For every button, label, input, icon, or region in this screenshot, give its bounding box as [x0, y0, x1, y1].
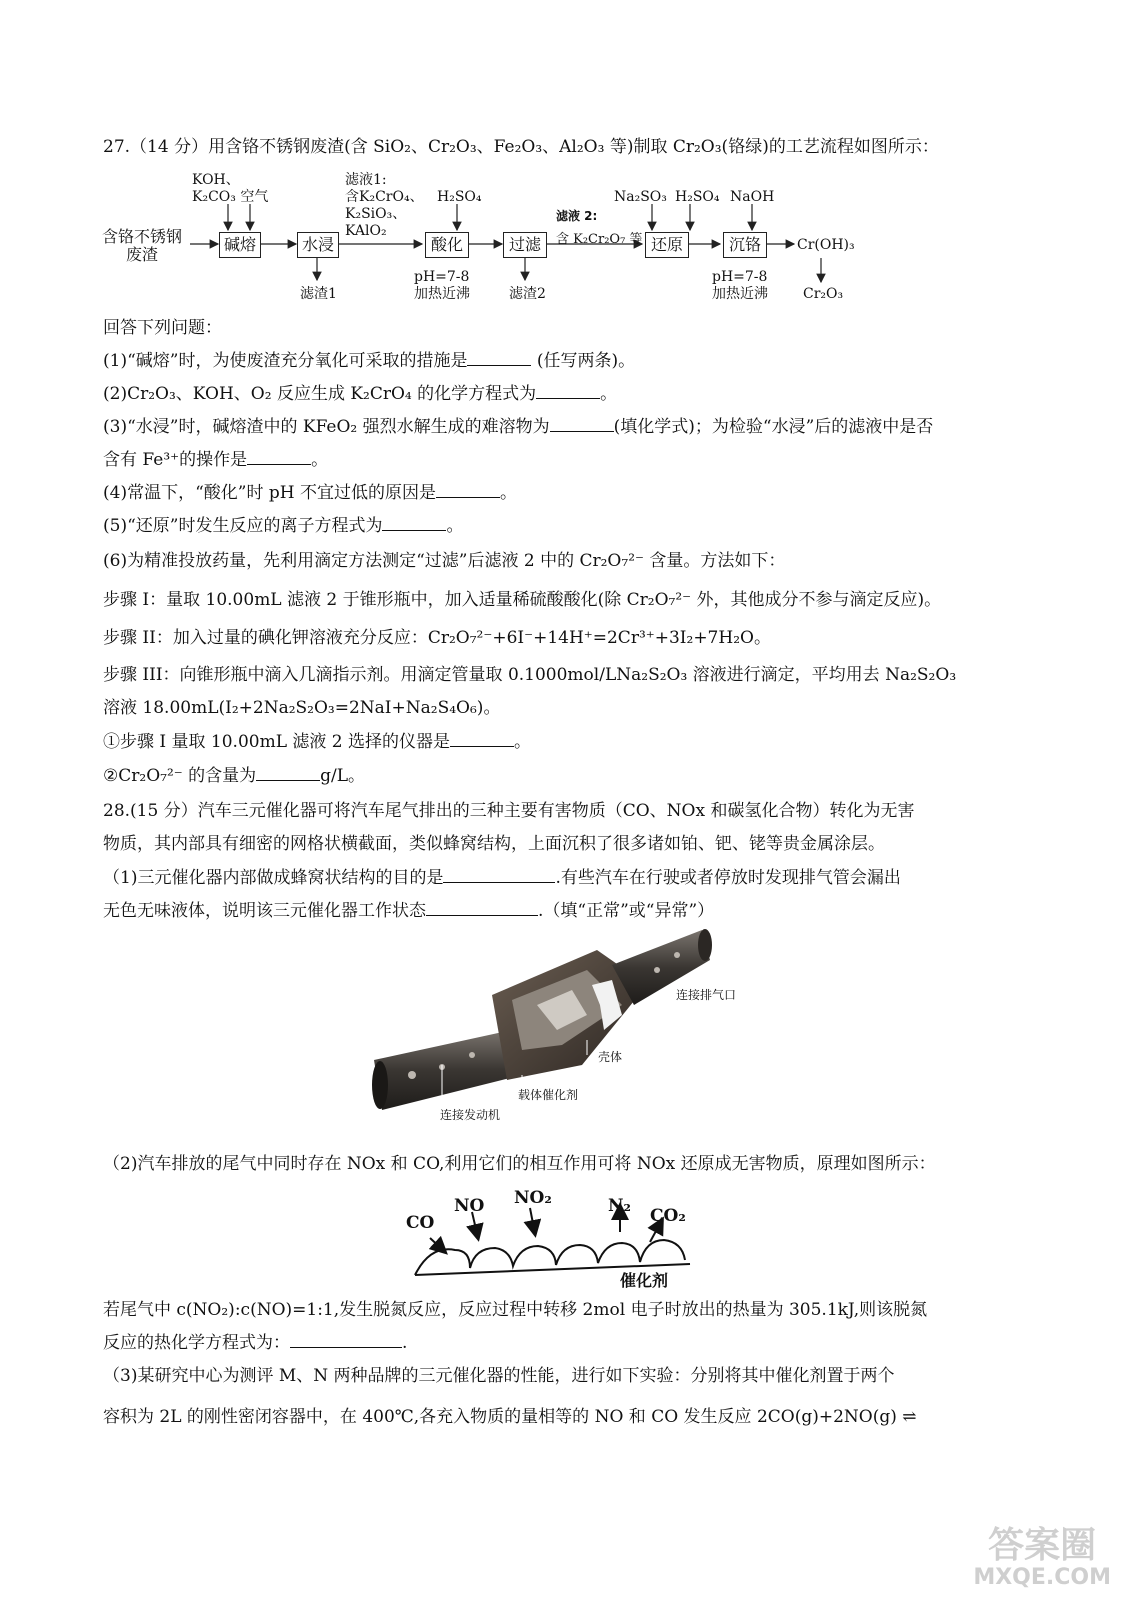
- label-n2: N₂: [608, 1196, 631, 1216]
- q28-intro-line1: 28.(15 分）汽车三元催化器可将汽车尾气排出的三种主要有害物质（CO、NOx 和碳氢化合物）转化为无害: [103, 801, 915, 821]
- label-no2: NO₂: [514, 1188, 552, 1208]
- flow-residue-2: 滤渣2: [509, 286, 546, 302]
- flow-filtrate2-body: 含 K₂Cr₂O₇ 等: [556, 232, 643, 247]
- q27-step2: 步骤 II：加入过量的碘化钾溶液充分反应：Cr₂O₇²⁻+6I⁻+14H⁺=2Cr³⁺+3I₂+7H₂O。: [103, 628, 771, 648]
- flow-filtrate2-title: 滤液 2:: [556, 209, 598, 223]
- label-co2: CO₂: [650, 1206, 686, 1226]
- answer-blank[interactable]: [450, 730, 514, 747]
- flow-box-water-leach: 水浸: [297, 232, 339, 258]
- label-exhaust-port: 连接排气口: [676, 988, 737, 1002]
- q28-part2: （2)汽车排放的尾气中同时存在 NOx 和 CO,利用它们的相互作用可将 NOx 还原成无害物质，原理如图所示：: [103, 1154, 936, 1174]
- flow-reagents-koh: KOH、: [192, 172, 240, 188]
- q28-intro-line2: 物质，其内部具有细密的网格状横截面，类似蜂窝结构，上面沉积了很多诸如铂、钯、铑等贵金属涂层。: [103, 834, 885, 854]
- flow-filtrate1-line2: K₂SiO₃、: [345, 206, 407, 222]
- flow-filtrate1-line1: 含K₂CrO₄、: [345, 189, 424, 205]
- flow-box-reduce: 还原: [645, 232, 689, 258]
- flow-reagent-h2so4-2: H₂SO₄: [675, 189, 720, 205]
- q28-part3: （3)某研究中心为测评 M、N 两种品牌的三元催化器的性能，进行如下实验：分别将其中催化剂置于两个: [103, 1366, 895, 1386]
- q27-part2: (2)Cr₂O₃、KOH、O₂ 反应生成 K₂CrO₄ 的化学方程式为 。: [103, 384, 618, 404]
- q27-part4: (4)常温下，“酸化”时 pH 不宜过低的原因是 。: [103, 483, 517, 503]
- answer-blank[interactable]: [436, 481, 500, 498]
- flow-product-cr2o3: Cr₂O₃: [803, 286, 844, 302]
- label-no: NO: [454, 1196, 485, 1216]
- q27-part3: (3)“水浸”时，碱熔渣中的 KFeO₂ 强烈水解生成的难溶物为 (填化学式)；为检验“水浸”后的滤液中是否: [103, 417, 934, 437]
- flow-filtrate1-title: 滤液1:: [345, 172, 387, 188]
- q27-step1: 步骤 I：量取 10.00mL 滤液 2 于锥形瓶中，加入适量稀硫酸酸化(除 Cr₂O₇²⁻ 外，其他成分不参与滴定反应)。: [103, 590, 942, 610]
- flow-box-precipitate: 沉铬: [723, 232, 767, 258]
- flow-box-alkali-fusion: 碱熔: [219, 232, 261, 258]
- q28-part2-equation: 反应的热化学方程式为： .: [103, 1333, 408, 1353]
- flow-reagents-k2co3-air: K₂CO₃ 空气: [192, 189, 269, 205]
- q27-step3-cont: 溶液 18.00mL(I₂+2Na₂S₂O₃=2NaI+Na₂S₄O₆)。: [103, 698, 501, 718]
- q27-part5: (5)“还原”时发生反应的离子方程式为 。: [103, 516, 464, 536]
- q28-part2-text: 若尾气中 c(NO₂):c(NO)=1:1,发生脱氮反应，反应过程中转移 2mol 电子时放出的热量为 305.1kJ,则该脱氮: [103, 1300, 928, 1320]
- flow-acidify-heat: 加热近沸: [414, 286, 470, 302]
- q27-part1: (1)“碱熔”时，为使废渣充分氧化可采取的措施是 (任写两条)。: [103, 351, 636, 371]
- flow-precip-heat: 加热近沸: [712, 286, 768, 302]
- answer-blank[interactable]: [550, 415, 614, 432]
- q28-part3-cont: 容积为 2L 的刚性密闭容器中，在 400℃,各充入物质的量相等的 NO 和 CO 发生反应 2CO(g)+2NO(g) ⇌: [103, 1407, 917, 1427]
- watermark: 答案圈 MXQE.COM: [973, 1525, 1111, 1590]
- answer-blank[interactable]: [467, 349, 531, 366]
- q27-answer-prompt: 回答下列问题：: [103, 318, 222, 338]
- flow-residue-1: 滤渣1: [300, 286, 337, 302]
- flow-product-croh3: Cr(OH)₃: [797, 237, 855, 253]
- label-shell: 壳体: [598, 1050, 623, 1064]
- q28-part1: （1)三元催化器内部做成蜂窝状结构的目的是 .有些汽车在行驶或者停放时发现排气管会漏出: [103, 868, 901, 888]
- q27-sub2: ②Cr₂O₇²⁻ 的含量为 g/L。: [103, 766, 366, 786]
- answer-blank[interactable]: [382, 514, 446, 531]
- flow-reagent-na2so3: Na₂SO₃: [614, 189, 667, 205]
- flow-reagent-h2so4-1: H₂SO₄: [437, 189, 482, 205]
- flow-box-filter: 过滤: [503, 232, 547, 258]
- q28-part1-cont: 无色无味液体，说明该三元催化器工作状态 .（填“正常”或“异常”）: [103, 901, 715, 921]
- q27-sub1: ①步骤 I 量取 10.00mL 滤液 2 选择的仪器是 。: [103, 732, 532, 752]
- answer-blank[interactable]: [443, 866, 555, 883]
- answer-blank[interactable]: [247, 448, 311, 465]
- flow-box-acidify: 酸化: [425, 232, 469, 258]
- flow-filtrate1-line3: KAlO₂: [345, 223, 387, 239]
- q27-part3-cont: 含有 Fe³⁺的操作是 。: [103, 450, 329, 470]
- answer-blank[interactable]: [290, 1331, 402, 1348]
- q27-step3: 步骤 III：向锥形瓶中滴入几滴指示剂。用滴定管量取 0.1000mol/LNa₂S₂O₃ 溶液进行滴定，平均用去 Na₂S₂O₃: [103, 665, 957, 685]
- flow-acidify-ph: pH=7-8: [414, 269, 470, 285]
- answer-blank[interactable]: [256, 764, 320, 781]
- label-catalyst: 催化剂: [620, 1271, 669, 1290]
- flow-precip-ph: pH=7-8: [712, 269, 768, 285]
- answer-blank[interactable]: [426, 899, 538, 916]
- answer-blank[interactable]: [536, 382, 600, 399]
- flow-start-label: 含铬不锈钢 废渣: [102, 227, 183, 264]
- label-carrier-catalyst: 载体催化剂: [518, 1088, 579, 1102]
- flow-reagent-naoh: NaOH: [730, 189, 775, 205]
- q27-part6: (6)为精准投放药量，先利用滴定方法测定“过滤”后滤液 2 中的 Cr₂O₇²⁻ 含量。方法如下：: [103, 551, 786, 571]
- q27-intro: 27.（14 分）用含铬不锈钢废渣(含 SiO₂、Cr₂O₃、Fe₂O₃、Al₂O₃ 等)制取 Cr₂O₃(铬绿)的工艺流程如图所示：: [103, 137, 939, 157]
- label-engine-connection: 连接发动机: [440, 1108, 501, 1122]
- label-co: CO: [406, 1213, 435, 1233]
